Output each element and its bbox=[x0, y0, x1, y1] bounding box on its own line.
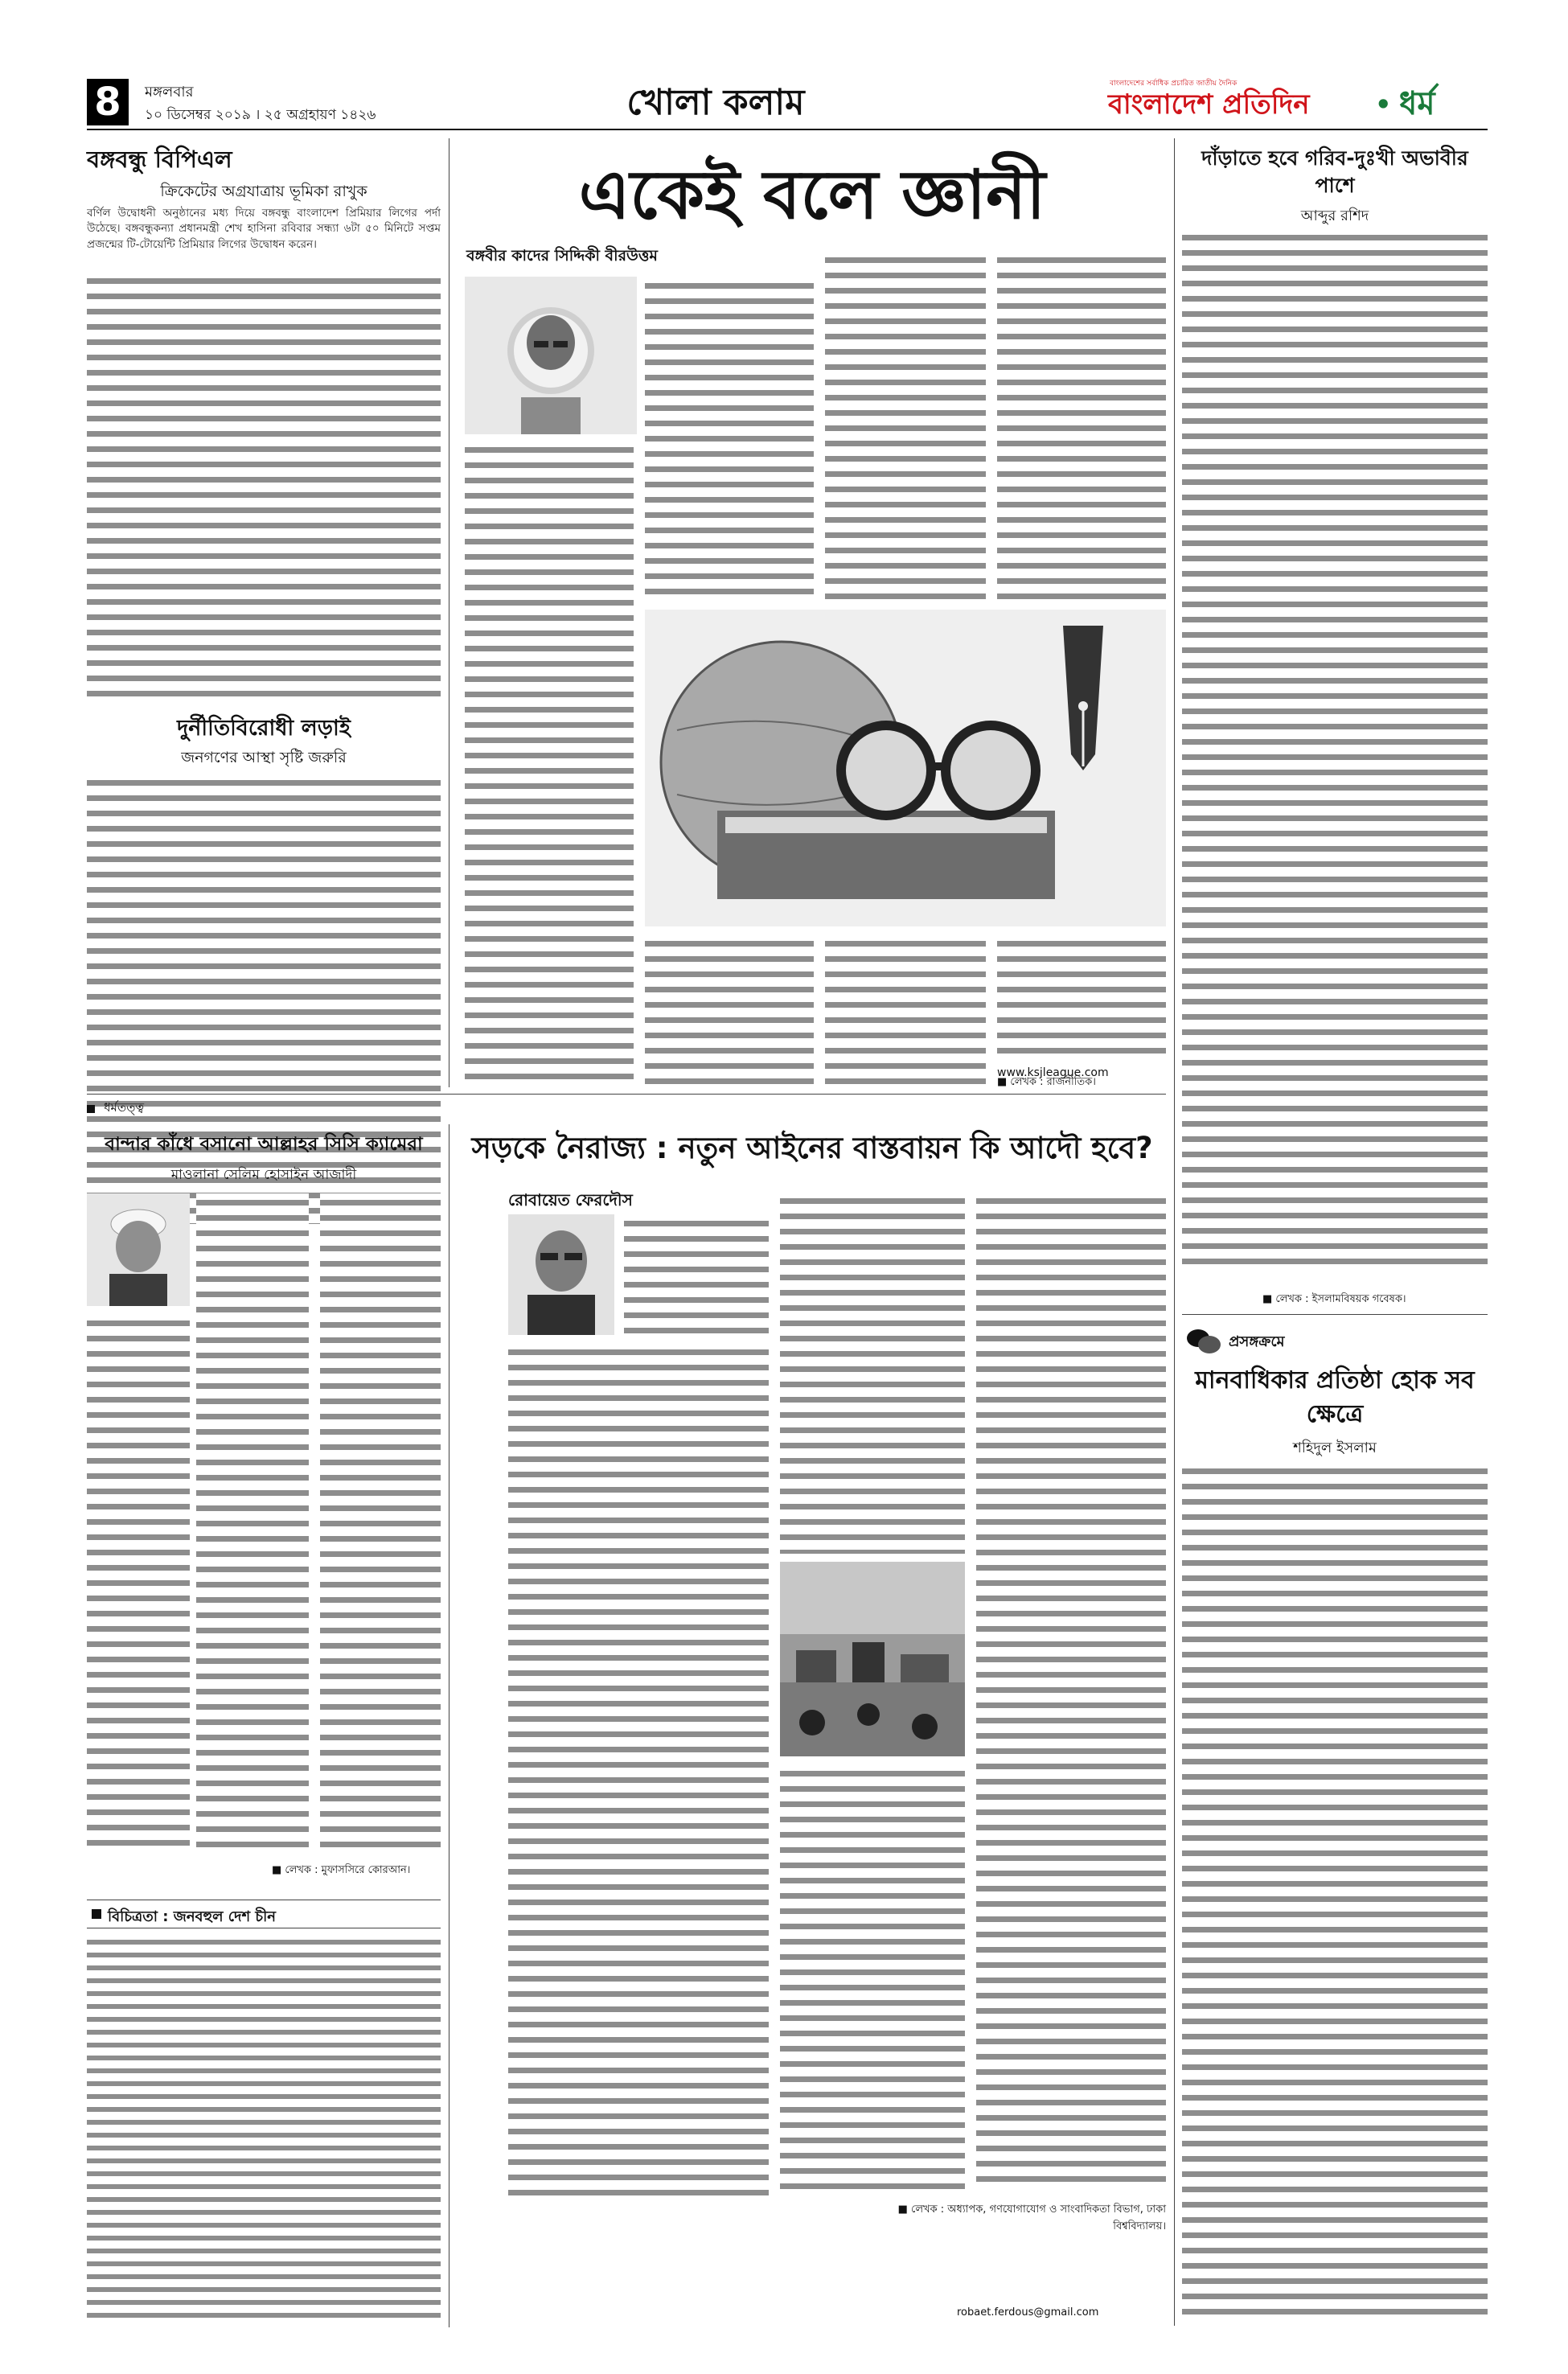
main-col-1 bbox=[465, 441, 634, 1084]
masthead-dot: • bbox=[1375, 89, 1392, 120]
camera-footer-note: ■ লেখক : মুফাসসিরে কোরআন। bbox=[272, 1864, 411, 1876]
main-footer-note: ■ লেখক : রাজনীতিক। bbox=[997, 1076, 1096, 1088]
camera-headline: বান্দার কাঁধে বসানো আল্লাহর সিসি ক্যামেরা bbox=[105, 1134, 423, 1155]
camera-article bbox=[87, 1124, 441, 1896]
masthead bbox=[0, 0, 1568, 129]
date-line: ১০ ডিসেম্বর ২০১৯ । ২৫ অগ্রহায়ণ ১৪২৬ bbox=[145, 107, 376, 123]
editorial-column bbox=[87, 138, 441, 1184]
right-footer-note: ■ লেখক : ইসলামবিষয়ক গবেষক। bbox=[1262, 1293, 1406, 1305]
human-rights-headline: মানবাধিকার প্রতিষ্ঠা হোক সব ক্ষেত্রে bbox=[1195, 1366, 1475, 1428]
road-headline: সড়কে নৈরাজ্য : নতুন আইনের বাস্তবায়ন কি আদৌ হবে? bbox=[471, 1131, 1153, 1165]
right-byline: আব্দুর রশিদ bbox=[1300, 207, 1369, 224]
main-byline: বঙ্গবীর কাদের সিদ্দিকী বীরউত্তম bbox=[466, 247, 658, 265]
human-rights-byline: শহিদুল ইসলাম bbox=[1293, 1440, 1377, 1456]
glasses-icon bbox=[836, 721, 1041, 820]
prasangakrame-label: প্রসঙ্গক্রমে bbox=[1182, 1325, 1488, 1357]
camera-byline: মাওলানা সেলিম হোসাইন আজাদী bbox=[170, 1167, 357, 1183]
camera-col-2 bbox=[320, 1193, 441, 1853]
main-col-2 bbox=[645, 277, 814, 602]
page-number: 8 bbox=[87, 79, 129, 125]
road-col-2-upper bbox=[780, 1192, 965, 1554]
camera-col-1b bbox=[87, 1314, 190, 1853]
section-label: খোলা কলাম bbox=[626, 82, 805, 123]
right-headline: দাঁড়াতে হবে গরিব-দুঃখী অভাবীর পাশে bbox=[1201, 146, 1468, 197]
china-box-text bbox=[87, 1935, 441, 2321]
day-label: মঙ্গলবার bbox=[145, 84, 194, 101]
right-column bbox=[1182, 138, 1488, 2326]
main-col-3-lower bbox=[825, 934, 986, 1084]
main-col-2-lower bbox=[645, 934, 814, 1084]
dot-bullet-icon bbox=[92, 1909, 101, 1919]
glasses-illustration bbox=[645, 610, 1166, 926]
author-photo-ferdous bbox=[508, 1214, 614, 1335]
road-byline: রোবায়েত ফেরদৌস bbox=[508, 1190, 633, 1210]
author-photo-azadi bbox=[87, 1193, 190, 1306]
dharmatatta-label: ধর্মতত্ত্ব bbox=[87, 1099, 248, 1118]
paper-tagline: বাংলাদেশের সর্বাধিক প্রচারিত জাতীয় দৈনিক bbox=[1110, 80, 1238, 88]
main-headline: একেই বলে জ্ঞানী bbox=[578, 155, 1046, 234]
author-site: www.ksjleague.com bbox=[997, 1066, 1109, 1079]
human-rights-text-block bbox=[1182, 1462, 1488, 2323]
main-col-4-lower bbox=[997, 934, 1166, 1063]
corruption-title: দুর্নীতিবিরোধী লড়াই bbox=[177, 716, 351, 741]
road-footer-note: ■ লেখক : অধ্যাপক, গণযোগাযোগ ও সাংবাদিকতা বিভাগ, ঢাকা বিশ্ববিদ্যালয়। bbox=[897, 2204, 1166, 2232]
bpl-body: বর্ণিল উদ্বোধনী অনুষ্ঠানের মধ্য দিয়ে বঙ্গবন্ধু বাংলাদেশ প্রিমিয়ার লিগের পর্দা উঠেছে। বঙ্গবন্ধুকন্যা প্রধানমন্ত্রী শেখ হাসিনা রবিবার সন্ধ্যা ৬টা ৫০ মিনিটে সপ্তম প্রজন্মের টি-টোয়েন্টি প্রিমিয়ার লিগের উদ্বোধন করেন। bbox=[87, 207, 441, 251]
china-box-label: বিচিত্রতা : জনবহুল দেশ চীন bbox=[87, 1900, 441, 1928]
right-text-block bbox=[1182, 228, 1488, 1274]
category-label: ধর্ম bbox=[1399, 85, 1435, 122]
bpl-text-block bbox=[87, 272, 441, 706]
main-col-4 bbox=[997, 251, 1166, 602]
traffic-photo bbox=[780, 1562, 965, 1756]
dot-bullet-icon bbox=[87, 1105, 95, 1113]
bpl-subtitle: ক্রিকেটের অগ্রযাত্রায় ভূমিকা রাখুক bbox=[160, 183, 367, 200]
main-article bbox=[458, 138, 1166, 1087]
right-rule-1 bbox=[1182, 1314, 1488, 1315]
bpl-title: বঙ্গবন্ধু বিপিএল bbox=[87, 146, 232, 173]
pen-nib-illustration bbox=[1063, 626, 1103, 770]
road-col-1-upper bbox=[624, 1214, 769, 1335]
paper-name: বাংলাদেশ প্রতিদিন bbox=[1108, 88, 1310, 121]
chat-bubbles-icon bbox=[1185, 1327, 1222, 1356]
camera-col-1 bbox=[196, 1193, 309, 1853]
dharmatatta-rule bbox=[87, 1094, 1166, 1095]
china-box bbox=[87, 1900, 1166, 2326]
corruption-subtitle: জনগণের আস্থা সৃষ্টি জরুরি bbox=[181, 749, 347, 766]
main-col-3 bbox=[825, 251, 986, 602]
road-author-email: robaet.ferdous@gmail.com bbox=[957, 2306, 1099, 2319]
masthead-rule bbox=[87, 129, 1488, 130]
divider-right bbox=[1174, 138, 1175, 2326]
author-photo-kader bbox=[465, 277, 637, 434]
